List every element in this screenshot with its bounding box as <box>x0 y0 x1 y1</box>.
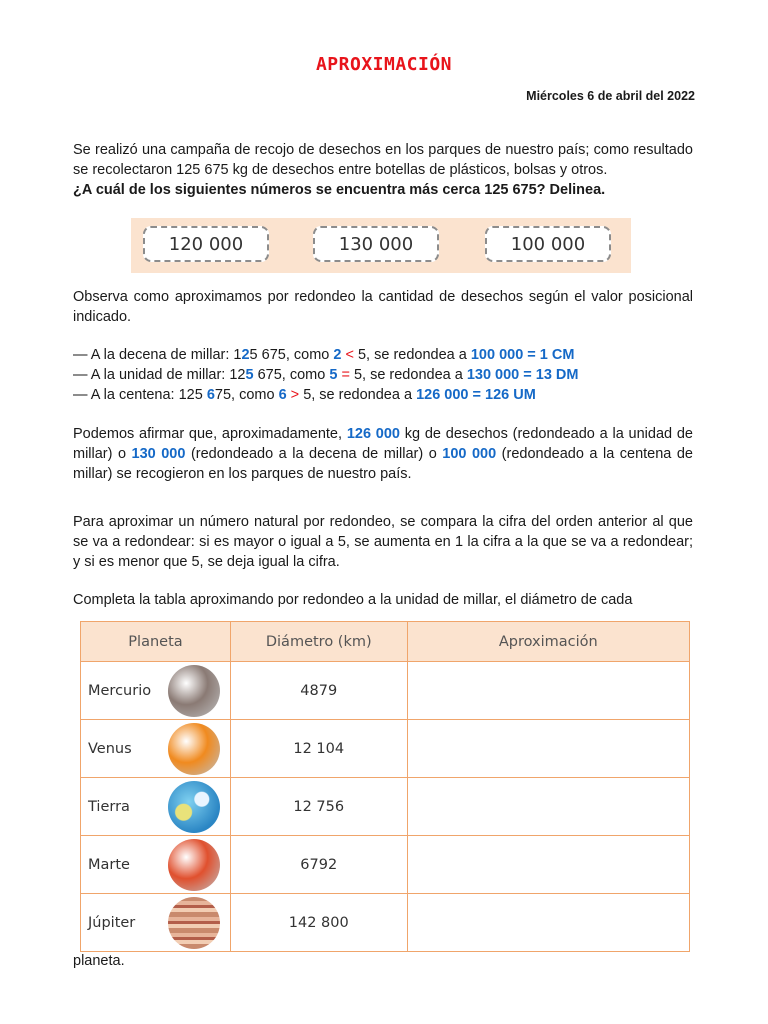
header-planet: Planeta <box>81 622 231 662</box>
planets-table <box>80 621 690 952</box>
planet-cell <box>81 662 231 720</box>
rounding-line-3: — A la centena: 125 675, como 6 > 5, se redondea a 126 000 = 126 UM <box>73 387 536 403</box>
header-approximation: Aproximación <box>407 622 689 662</box>
approximation-cell[interactable] <box>407 778 689 836</box>
jupiter-icon <box>168 897 220 949</box>
instruction-tail: planeta. <box>73 953 125 969</box>
planet-cell <box>81 894 231 952</box>
diameter-cell: 12 756 <box>230 778 407 836</box>
rounding-line-2: — A la unidad de millar: 125 675, como 5 = 5, se redondea a 130 000 = 13 DM <box>73 367 579 383</box>
date-label: Miércoles 6 de abril del 2022 <box>526 89 695 103</box>
planet-name: Mercurio <box>88 682 152 699</box>
planet-name: Tierra <box>88 798 130 815</box>
table-header-row <box>81 622 690 662</box>
choice-option-3[interactable]: 100 000 <box>485 226 611 262</box>
earth-icon <box>168 781 220 833</box>
planet-cell <box>81 778 231 836</box>
diameter-cell: 142 800 <box>230 894 407 952</box>
venus-icon <box>168 723 220 775</box>
approximation-cell[interactable] <box>407 836 689 894</box>
table-row <box>81 720 690 778</box>
diameter-cell: 4879 <box>230 662 407 720</box>
question-text: ¿A cuál de los siguientes números se encuentra más cerca 125 675? Delinea. <box>73 182 606 198</box>
page-title: APROXIMACIÓN <box>315 54 453 75</box>
rounding-line-1: — A la decena de millar: 125 675, como 2 < 5, se redondea a 100 000 = 1 CM <box>73 347 575 363</box>
table-row <box>81 778 690 836</box>
planet-cell <box>81 836 231 894</box>
choices-box <box>131 218 631 273</box>
planet-name: Venus <box>88 740 132 757</box>
observe-paragraph: Observa como aproximamos por redondeo la cantidad de desechos según el valor posicional indicado. <box>73 289 693 325</box>
table-row <box>81 836 690 894</box>
planet-name: Júpiter <box>88 914 136 931</box>
planet-cell <box>81 720 231 778</box>
rule-paragraph: Para aproximar un número natural por redondeo, se compara la cifra del orden anterior al que se va a redondear: si es mayor o igual a 5, se aumenta en 1 la cifra a la que se va a redondear; y si es menor que 5, se deja igual la cifra. <box>73 514 693 570</box>
instruction-paragraph: Completa la tabla aproximando por redondeo a la unidad de millar, el diámetro de cada <box>73 592 633 608</box>
diameter-cell: 12 104 <box>230 720 407 778</box>
planet-name: Marte <box>88 856 130 873</box>
approximation-cell[interactable] <box>407 720 689 778</box>
conclusion-paragraph: Podemos afirmar que, aproximadamente, 126 000 kg de desechos (redondeado a la unidad de millar) o 130 000 (redondeado a la decena de millar) o 100 000 (redondeado a la centena de millar) se recogieron en los parques de nuestro país. <box>73 426 693 482</box>
intro-paragraph <box>73 140 693 200</box>
table-row <box>81 662 690 720</box>
approximation-cell[interactable] <box>407 894 689 952</box>
diameter-cell: 6792 <box>230 836 407 894</box>
header-diameter: Diámetro (km) <box>230 622 407 662</box>
choice-option-2[interactable]: 130 000 <box>313 226 439 262</box>
intro-text: Se realizó una campaña de recojo de desechos en los parques de nuestro país; como resultado se recolectaron 125 675 kg de desechos entre botellas de plásticos, bolsas y otros. <box>73 142 693 178</box>
mars-icon <box>168 839 220 891</box>
table-row <box>81 894 690 952</box>
choice-option-1[interactable]: 120 000 <box>143 226 269 262</box>
approximation-cell[interactable] <box>407 662 689 720</box>
mercury-icon <box>168 665 220 717</box>
